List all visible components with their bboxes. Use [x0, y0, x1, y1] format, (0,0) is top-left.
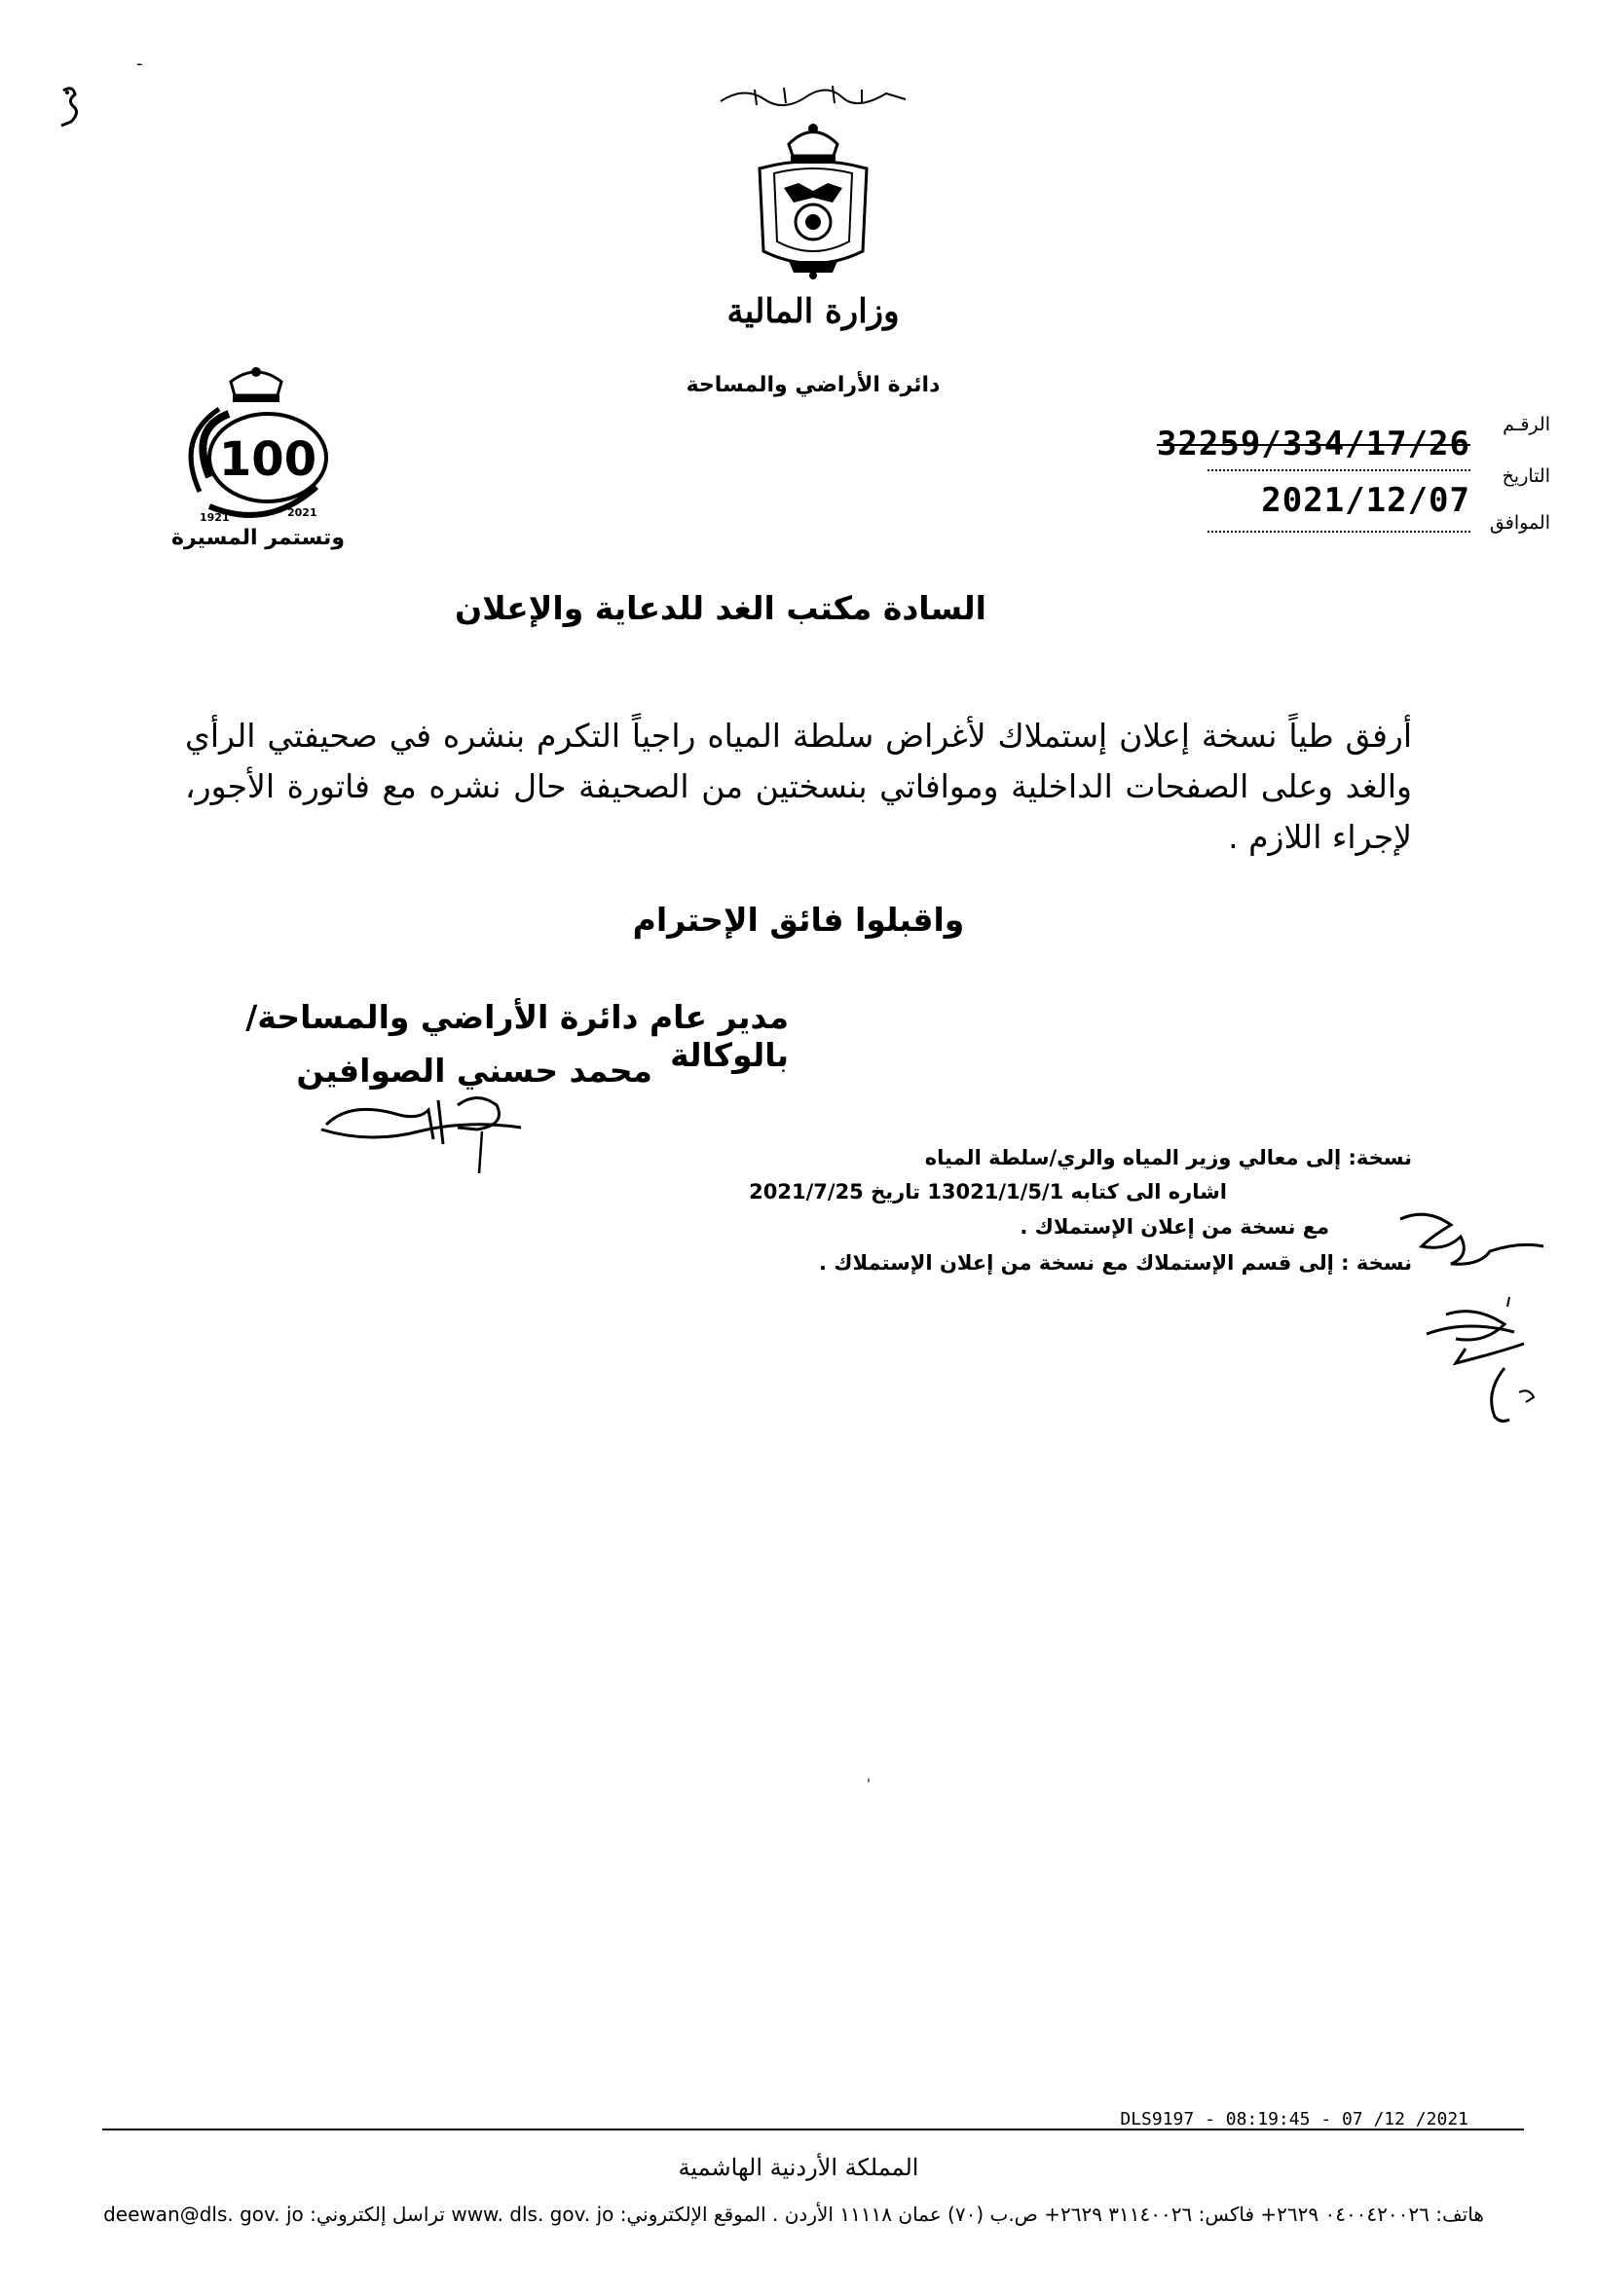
- date-dotted-line: [1207, 531, 1470, 533]
- centenary-year-end: 2021: [287, 506, 317, 519]
- stray-mark: ': [867, 1777, 871, 1793]
- reference-number: 32259/334/17/26: [1156, 425, 1470, 463]
- copy-line-2: اشاره الى كتابه 13021/1/5/1 تاريخ 2021/7/25: [749, 1180, 1227, 1204]
- copy-line-4: نسخة : إلى قسم الإستملاك مع نسخة من إعلان الإستملاك .: [819, 1251, 1412, 1275]
- addressee: السادة مكتب الغد للدعاية والإعلان: [455, 589, 986, 627]
- handwritten-signature: [312, 1071, 545, 1178]
- centenary-motto: وتستمر المسيرة: [171, 526, 345, 550]
- copy-line-1: نسخة: إلى معالي وزير المياه والري/سلطة المياه: [924, 1146, 1412, 1169]
- corresponding-label: الموافق: [1489, 512, 1550, 534]
- handwritten-initials-2: [1417, 1295, 1543, 1431]
- closing-salutation: واقبلوا فائق الإحترام: [632, 901, 965, 939]
- signer-title: مدير عام دائرة الأراضي والمساحة/بالوكالة: [245, 998, 789, 1074]
- ministry-title: وزارة المالية: [726, 292, 900, 331]
- document-tracking-code: DLS9197 - 08:19:45 - 07 /12 /2021: [1120, 2109, 1468, 2129]
- footer-contact-info: هاتف: ٠٤٠٠٤٢٠٠٢٦ ٢٦٢٩+ فاكس: ٣١١٤٠٠٢٦ ٢٦٢٩+ ص.ب (٧٠) عمان ١١١١٨ الأردن . الموقع الإلكتروني: www. dls. gov. jo تراسل إلكتروني: deewan@dls. gov. jo: [103, 2203, 1484, 2226]
- letter-body: أرفق طياً نسخة إعلان إستملاك لأغراض سلطة المياه راجياً التكرم بنشره في صحيفتي الرأي والغد وعلى الصفحات الداخلية وموافاتي بنسختين من الصحيفة حال نشره مع فاتورة الأجور، لإجراء اللازم .: [185, 717, 1412, 856]
- basmala-calligraphy: [716, 76, 910, 111]
- handwritten-initials-1: [1393, 1207, 1548, 1276]
- jordan-coat-of-arms-emblem: [740, 115, 886, 280]
- copy-line-3: مع نسخة من إعلان الإستملاك .: [1020, 1215, 1329, 1239]
- centenary-year-start: 1921: [200, 511, 230, 524]
- department-title: دائرة الأراضي والمساحة: [686, 373, 941, 397]
- date-label: التاريخ: [1502, 465, 1550, 487]
- corner-handwritten-mark: [54, 83, 93, 131]
- corner-dot: -: [136, 54, 143, 74]
- letter-date: 2021/12/07: [1261, 481, 1470, 520]
- signer-name: محمد حسني الصوافين: [296, 1052, 652, 1090]
- footer-divider: [102, 2129, 1524, 2130]
- footer-kingdom-name: المملكة الأردنية الهاشمية: [678, 2154, 919, 2181]
- centenary-number: 100: [218, 432, 317, 487]
- reference-dotted-line: [1207, 469, 1470, 471]
- reference-label: الرقـم: [1503, 414, 1550, 435]
